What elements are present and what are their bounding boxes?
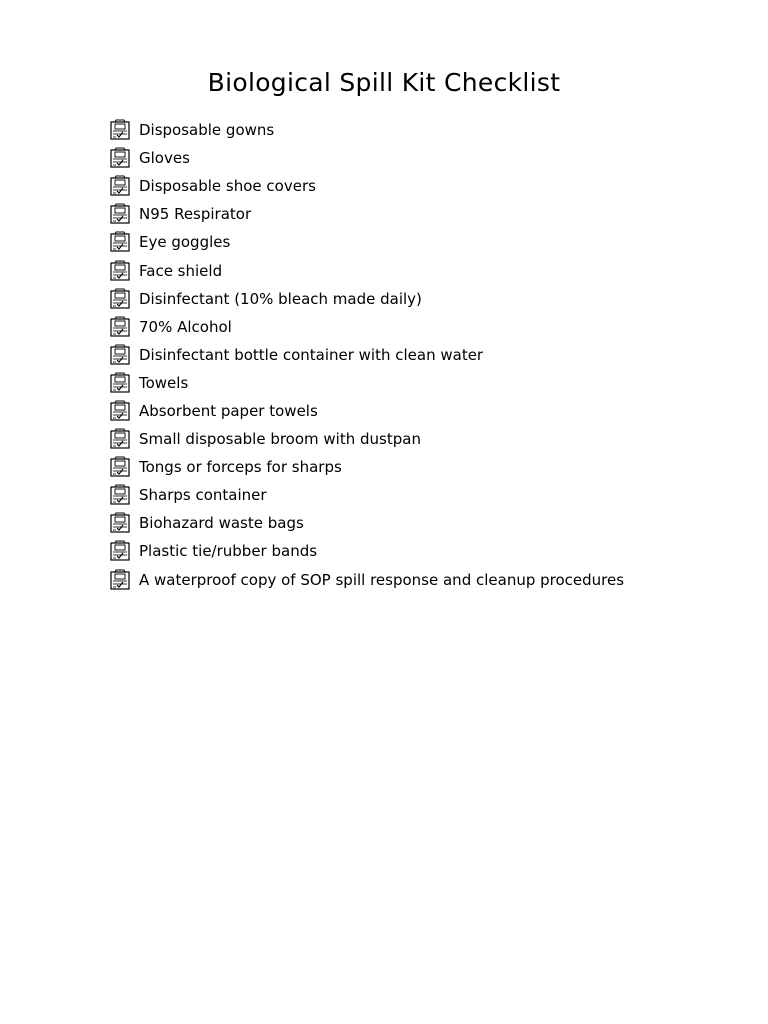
list-item-label: Biohazard waste bags <box>139 514 304 533</box>
list-item <box>109 144 624 172</box>
list-item <box>109 369 624 397</box>
list-item-label: Gloves <box>139 149 190 168</box>
page-title: Biological Spill Kit Checklist <box>207 67 561 97</box>
list-item <box>109 256 624 284</box>
list-item-label: Absorbent paper towels <box>139 401 318 420</box>
list-item <box>109 285 624 313</box>
checkbox-icon <box>109 119 131 141</box>
list-item <box>109 537 624 565</box>
list-item <box>109 116 624 144</box>
checkbox-icon <box>109 203 131 225</box>
list-item-label: Eye goggles <box>139 233 231 252</box>
checkbox-icon <box>109 484 131 506</box>
checkbox-icon <box>109 372 131 394</box>
list-item <box>109 481 624 509</box>
checkbox-icon <box>109 175 131 197</box>
list-item <box>109 397 624 425</box>
list-item-label: Towels <box>139 373 189 392</box>
list-item <box>109 228 624 256</box>
checkbox-icon <box>109 147 131 169</box>
list-item <box>109 172 624 200</box>
list-item-label: Disinfectant bottle container with clean water <box>139 345 484 364</box>
checkbox-icon <box>109 428 131 450</box>
list-item <box>109 200 624 228</box>
checkbox-icon <box>109 512 131 534</box>
list-item-label: Disposable gowns <box>139 121 275 140</box>
list-item-label: A waterproof copy of SOP spill response and cleanup procedures <box>139 570 625 589</box>
checkbox-icon <box>109 316 131 338</box>
list-item-label: Tongs or forceps for sharps <box>139 458 342 477</box>
list-item <box>109 425 624 453</box>
list-item-label: Disposable shoe covers <box>139 177 316 196</box>
list-item-label: Sharps container <box>139 486 267 505</box>
list-item <box>109 341 624 369</box>
checkbox-icon <box>109 288 131 310</box>
list-item <box>109 313 624 341</box>
checkbox-icon <box>109 400 131 422</box>
checkbox-icon <box>109 231 131 253</box>
list-item-label: 70% Alcohol <box>139 317 232 336</box>
checkbox-icon <box>109 260 131 282</box>
list-item-label: Plastic tie/rubber bands <box>139 542 318 561</box>
list-item-label: Small disposable broom with dustpan <box>139 430 421 449</box>
checklist <box>109 116 624 594</box>
checkbox-icon <box>109 569 131 591</box>
list-item-label: N95 Respirator <box>139 205 252 224</box>
list-item-label: Disinfectant (10% bleach made daily) <box>139 289 422 308</box>
checkbox-icon <box>109 344 131 366</box>
list-item <box>109 566 624 594</box>
checkbox-icon <box>109 540 131 562</box>
list-item-label: Face shield <box>139 261 223 280</box>
checkbox-icon <box>109 456 131 478</box>
list-item <box>109 509 624 537</box>
list-item <box>109 453 624 481</box>
